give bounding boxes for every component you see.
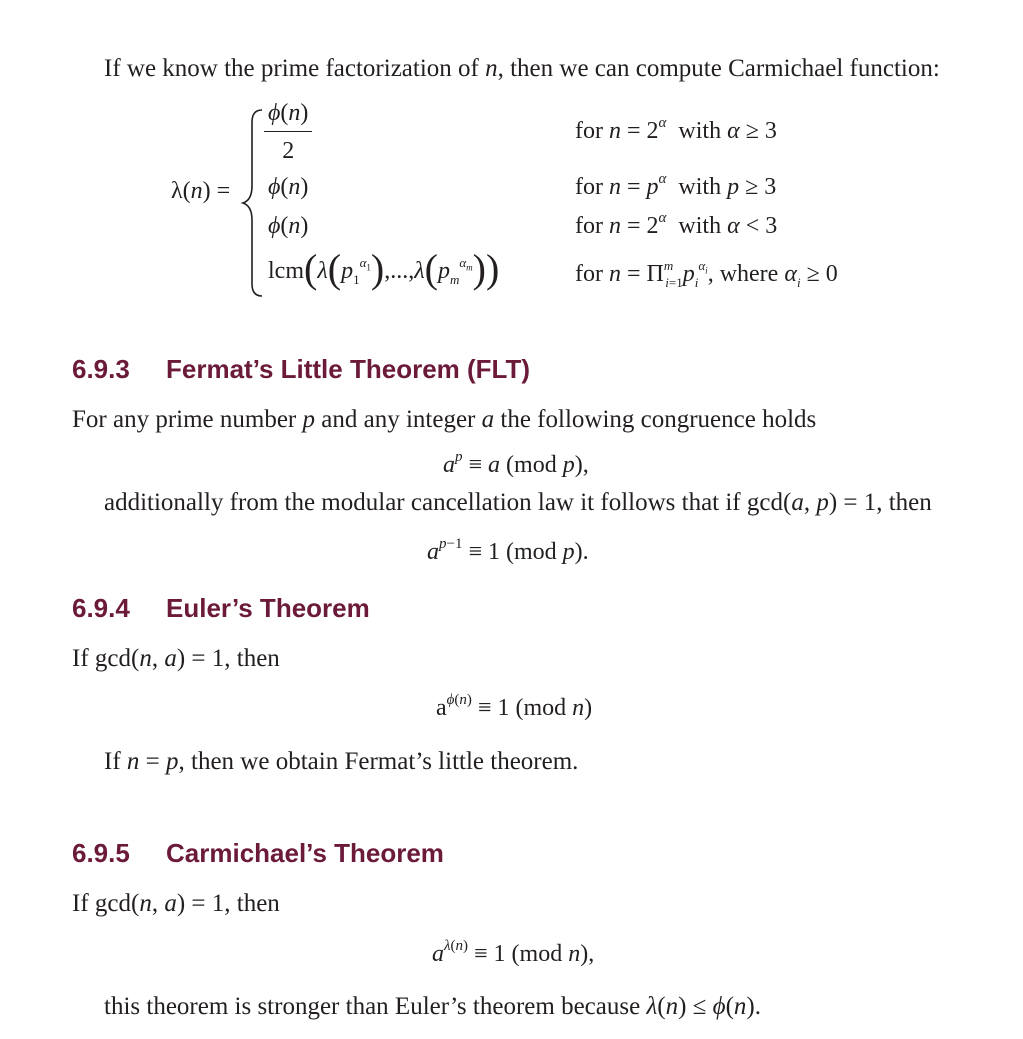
case2-condition: for $n = p^\alpha$ with p ≥ 3 [575, 171, 777, 200]
euler-text2: If n = p, then we obtain Fermat’s little theorem. [104, 748, 579, 775]
flt-equation1: $a^p \equiv a$ (mod p), [443, 449, 589, 478]
section-heading-flt: 6.9.3 Fermat’s Little Theorem (FLT) [72, 354, 531, 384]
carmichael-text2: this theorem is stronger than Euler’s theorem because λ(n) ≤ ϕ(n). [104, 993, 761, 1020]
lambda-lhs: λ(n) = [171, 178, 231, 204]
case4-condition: for $n = \Pi^m_{i=1}p_i^{\alpha_i}$, where $\alpha_i \ge 0$ [575, 258, 838, 290]
euler-equation: $a^{\phi(n)} \equiv 1$ (mod n) [436, 692, 593, 721]
flt-text1: For any prime number p and any integer a the following congruence holds [72, 406, 817, 433]
section-heading-euler: 6.9.4 Euler’s Theorem [72, 593, 370, 623]
case4-expr: $lcm(\lambda(p_1^{\alpha_1}),...,\lambda(p_m^{\alpha_m}))$ [268, 246, 500, 292]
case2-expr: ϕ(n) [268, 174, 309, 200]
flt-text2: additionally from the modular cancellation law it follows that if gcd(a, p) = 1, then [104, 489, 932, 516]
left-brace [240, 108, 266, 298]
section-heading-carmichael: 6.9.5 Carmichael’s Theorem [72, 838, 444, 868]
euler-text1: If gcd(n, a) = 1, then [72, 645, 280, 672]
flt-equation2: $a^{p-1} \equiv 1$ (mod p). [427, 536, 589, 565]
carmichael-text1: If gcd(n, a) = 1, then [72, 890, 280, 917]
case3-expr: ϕ(n) [268, 213, 309, 239]
case1-expr: $\frac{\phi(n)}{2}$ [264, 100, 312, 165]
case3-condition: for $n = 2^\alpha$ with α < 3 [575, 210, 778, 239]
case1-condition: for $n = 2^\alpha$ with α ≥ 3 [575, 115, 777, 144]
intro-text: If we know the prime factorization of n, then we can compute Carmichael function: [104, 55, 940, 82]
carmichael-equation: $a^{\lambda(n)} \equiv 1$ (mod n), [432, 938, 595, 967]
